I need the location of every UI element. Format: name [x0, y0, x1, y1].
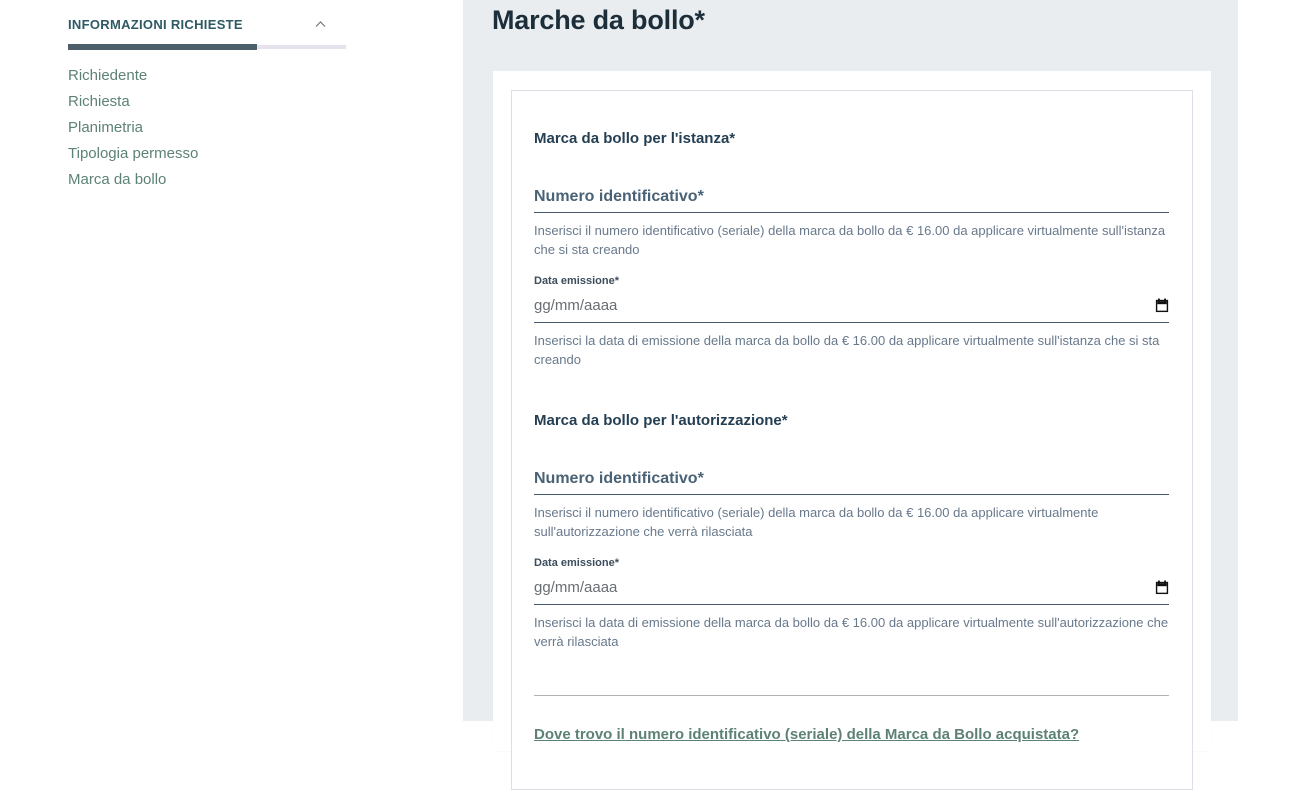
section-istanza [534, 131, 1169, 369]
input-underline [534, 322, 1169, 323]
date-label: Data emissione* [534, 557, 619, 569]
date-helper-text: Inserisci la data di emissione della marca da bollo da € 16.00 da applicare virtualmente sull'istanza che si sta creando [534, 333, 1160, 367]
calendar-icon[interactable] [1155, 580, 1169, 595]
serial-number-input-autorizzazione[interactable]: Numero identificativo* [534, 470, 704, 487]
section-heading: Marca da bollo per l'istanza* [534, 130, 736, 147]
date-label: Data emissione* [534, 275, 619, 287]
section-autorizzazione [534, 413, 1169, 651]
steps-nav [68, 17, 346, 193]
input-underline [534, 604, 1169, 605]
serial-helper-text: Inserisci il numero identificativo (seriale) della marca da bollo da € 16.00 da applicare virtualmente sull'istanza che si sta creando [534, 223, 1166, 257]
sidebar-item-planimetria[interactable]: Planimetria [68, 119, 144, 136]
section-heading: Marca da bollo per l'autorizzazione* [534, 412, 788, 429]
form-inner-box [511, 90, 1193, 790]
input-underline [534, 494, 1169, 495]
date-helper-text: Inserisci la data di emissione della marca da bollo da € 16.00 da applicare virtualmente sull'autorizzazione che verrà rilasciata [534, 615, 1169, 649]
serial-number-input-istanza[interactable]: Numero identificativo* [534, 188, 704, 205]
sidebar-item-richiedente[interactable]: Richiedente [68, 67, 148, 84]
serial-helper-text: Inserisci il numero identificativo (seriale) della marca da bollo da € 16.00 da applicare virtualmente sull'autorizzazione che verrà rilasciata [534, 505, 1099, 539]
steps-nav-title: INFORMAZIONI RICHIESTE [68, 17, 243, 32]
steps-accordion-toggle[interactable] [68, 17, 346, 32]
sidebar-item-richiesta[interactable]: Richiesta [68, 93, 130, 110]
date-placeholder: gg/mm/aaaa [534, 297, 618, 314]
divider [534, 695, 1169, 696]
sidebar-item-marca-da-bollo[interactable]: Marca da bollo [68, 171, 167, 188]
chevron-up-icon[interactable] [315, 21, 326, 28]
steps-progress-bar [68, 45, 346, 49]
help-link[interactable]: Dove trovo il numero identificativo (seriale) della Marca da Bollo acquistata? [534, 726, 1080, 743]
date-placeholder: gg/mm/aaaa [534, 579, 618, 596]
progress-fill [68, 44, 257, 50]
sidebar [0, 0, 463, 721]
page-title: Marche da bollo* [492, 5, 705, 35]
date-input-autorizzazione[interactable] [534, 578, 1169, 597]
sidebar-item-tipologia-permesso[interactable]: Tipologia permesso [68, 145, 199, 162]
input-underline [534, 212, 1169, 213]
calendar-icon[interactable] [1155, 298, 1169, 313]
main-content [463, 0, 1238, 743]
date-input-istanza[interactable] [534, 296, 1169, 315]
form-card [493, 71, 1211, 751]
